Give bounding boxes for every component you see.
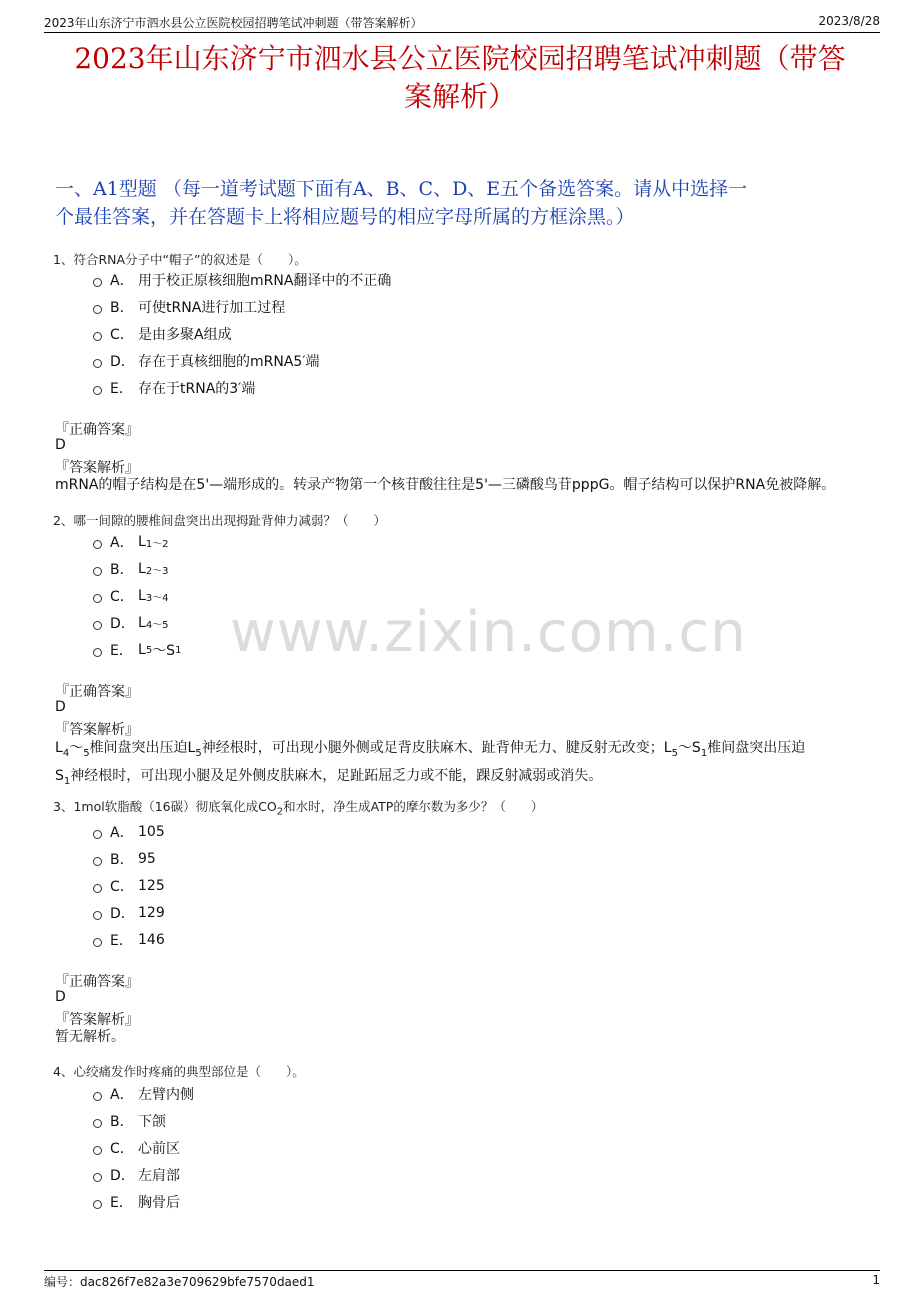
radio-icon[interactable] bbox=[93, 621, 102, 630]
q4-option-c[interactable]: C． 心前区 bbox=[93, 1138, 180, 1158]
q4-option-a[interactable]: A． 左臂内侧 bbox=[93, 1084, 194, 1104]
q3-analysis-label: 『答案解析』 bbox=[55, 1012, 139, 1028]
q3-option-d[interactable]: D． 129 bbox=[93, 903, 165, 923]
header-doc-title: 2023年山东济宁市泗水县公立医院校园招聘笔试冲刺题（带答案解析） bbox=[44, 16, 423, 30]
radio-icon[interactable] bbox=[93, 884, 102, 893]
q1-answer-label: 『正确答案』 bbox=[55, 422, 139, 438]
question-4-stem: 4、心绞痛发作时疼痛的典型部位是（ ）。 bbox=[53, 1064, 305, 1079]
radio-icon[interactable] bbox=[93, 648, 102, 657]
q1-option-e[interactable]: E． 存在于tRNA的3′端 bbox=[93, 378, 255, 398]
q3-analysis: 暂无解析。 bbox=[55, 1029, 125, 1045]
question-2-stem: 2、哪一间隙的腰椎间盘突出出现拇趾背伸力减弱？（ ） bbox=[53, 513, 386, 528]
q2-analysis: $L_4\sim_5$椎间盘突出压迫$L_5$神经根时，可出现小腿外侧或足背皮肤麻木、趾背伸无力、腱反射无改变；$L_5\sim S_1$椎间盘突出压迫 $S_1$神经根时，可出现小腿及足外侧皮肤麻木，足趾跖屈乏力或不能，踝反射减弱或消失。 bbox=[55, 740, 806, 787]
section-line-1: 一、A1型题 （每一道考试题下面有A、B、C、D、E五个备选答案。请从中选择一 bbox=[55, 178, 748, 200]
q1-analysis-label: 『答案解析』 bbox=[55, 460, 139, 476]
radio-icon[interactable] bbox=[93, 1200, 102, 1209]
question-1-stem: 1、符合RNA分子中“帽子”的叙述是（ ）。 bbox=[53, 252, 307, 267]
page-footer bbox=[44, 1270, 880, 1291]
radio-icon[interactable] bbox=[93, 278, 102, 287]
q2-option-b[interactable]: B． L 2～3 bbox=[93, 559, 169, 579]
radio-icon[interactable] bbox=[93, 911, 102, 920]
q4-option-b[interactable]: B． 下颌 bbox=[93, 1111, 166, 1131]
radio-icon[interactable] bbox=[93, 938, 102, 947]
q1-option-b[interactable]: B． 可使tRNA进行加工过程 bbox=[93, 297, 285, 317]
page-header bbox=[44, 12, 880, 33]
radio-icon[interactable] bbox=[93, 332, 102, 341]
q2-answer-label: 『正确答案』 bbox=[55, 684, 139, 700]
q3-answer: D bbox=[55, 989, 66, 1005]
q3-option-b[interactable]: B． 95 bbox=[93, 849, 156, 869]
question-3-stem: 3、1mol软脂酸（16碳）彻底氧化成$CO_2$和水时，净生成ATP的摩尔数为多少？（ ） bbox=[53, 799, 544, 818]
radio-icon[interactable] bbox=[93, 1119, 102, 1128]
footer-serial: 编号：dac826f7e82a3e709629bfe7570daed1 bbox=[44, 1275, 315, 1289]
q4-option-e[interactable]: E． 胸骨后 bbox=[93, 1192, 180, 1212]
q2-analysis-label: 『答案解析』 bbox=[55, 722, 139, 738]
title-line-1: 2023年山东济宁市泗水县公立医院校园招聘笔试冲刺题（带答 bbox=[74, 42, 846, 75]
q1-option-a[interactable]: A． 用于校正原核细胞mRNA翻译中的不正确 bbox=[93, 270, 391, 290]
q1-option-c[interactable]: C． 是由多聚A组成 bbox=[93, 324, 232, 344]
radio-icon[interactable] bbox=[93, 305, 102, 314]
q2-answer: D bbox=[55, 699, 66, 715]
q3-option-a[interactable]: A． 105 bbox=[93, 822, 165, 842]
radio-icon[interactable] bbox=[93, 567, 102, 576]
q3-answer-label: 『正确答案』 bbox=[55, 974, 139, 990]
section-line-2: 个最佳答案，并在答题卡上将相应题号的相应字母所属的方框涂黑。） bbox=[55, 206, 635, 228]
q2-option-c[interactable]: C． L 3～4 bbox=[93, 586, 169, 606]
radio-icon[interactable] bbox=[93, 386, 102, 395]
q3-option-e[interactable]: E． 146 bbox=[93, 930, 165, 950]
q1-analysis: mRNA的帽子结构是在5'—端形成的。转录产物第一个核苷酸往往是5'—三磷酸鸟苷pppG。帽子结构可以保护RNA免被降解。 bbox=[55, 477, 836, 493]
q3-option-c[interactable]: C． 125 bbox=[93, 876, 165, 896]
page-number: 1 bbox=[872, 1273, 880, 1287]
header-date: 2023/8/28 bbox=[818, 14, 880, 28]
q1-option-d[interactable]: D． 存在于真核细胞的mRNA5′端 bbox=[93, 351, 320, 371]
radio-icon[interactable] bbox=[93, 830, 102, 839]
radio-icon[interactable] bbox=[93, 857, 102, 866]
q2-option-d[interactable]: D． L 4～5 bbox=[93, 613, 169, 633]
q2-option-e[interactable]: E． L 5 ～S 1 bbox=[93, 640, 181, 660]
radio-icon[interactable] bbox=[93, 1092, 102, 1101]
radio-icon[interactable] bbox=[93, 359, 102, 368]
q2-option-a[interactable]: A． L 1～2 bbox=[93, 532, 169, 552]
q4-option-d[interactable]: D． 左肩部 bbox=[93, 1165, 180, 1185]
radio-icon[interactable] bbox=[93, 1146, 102, 1155]
watermark: www.zixin.com.cn bbox=[230, 600, 747, 665]
radio-icon[interactable] bbox=[93, 594, 102, 603]
q1-answer: D bbox=[55, 437, 66, 453]
title-line-2: 案解析） bbox=[403, 80, 516, 113]
section-heading bbox=[55, 175, 864, 231]
radio-icon[interactable] bbox=[93, 540, 102, 549]
page-title bbox=[44, 40, 876, 116]
radio-icon[interactable] bbox=[93, 1173, 102, 1182]
